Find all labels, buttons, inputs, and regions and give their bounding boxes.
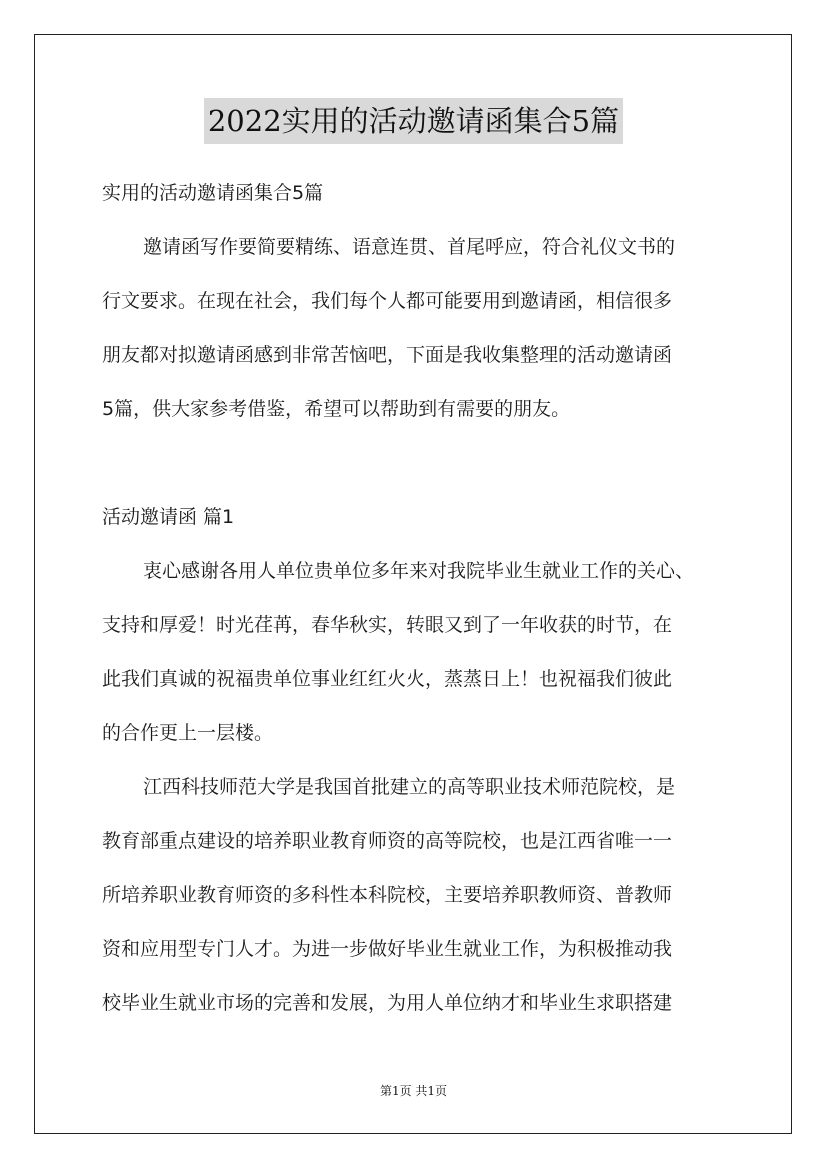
- title-container: [0, 98, 827, 144]
- intro-line: 邀请函写作要简要精练、语意连贯、首尾呼应，符合礼仪文书的: [143, 236, 676, 258]
- paragraph-line: 资和应用型专门人才。为进一步做好毕业生就业工作，为积极推动我: [102, 938, 673, 960]
- intro-line: 行文要求。在现在社会，我们每个人都可能要用到邀请函，相信很多: [102, 290, 673, 312]
- paragraph-line: 所培养职业教育师资的多科性本科院校，主要培养职教师资、普教师: [102, 884, 673, 906]
- paragraph-line: 衷心感谢各用人单位贵单位多年来对我院毕业生就业工作的关心、: [143, 560, 695, 582]
- intro-line: 朋友都对拟邀请函感到非常苦恼吧，下面是我收集整理的活动邀请函: [102, 344, 673, 366]
- paragraph-line: 江西科技师范大学是我国首批建立的高等职业技术师范院校，是: [143, 776, 676, 798]
- paragraph-line: 教育部重点建设的培养职业教育师资的高等院校，也是江西省唯一一: [102, 830, 673, 852]
- paragraph-line: 的合作更上一层楼。: [102, 722, 274, 744]
- paragraph-line: 此我们真诚的祝福贵单位事业红红火火，蒸蒸日上！也祝福我们彼此: [102, 668, 673, 690]
- document-title: 2022实用的活动邀请函集合5篇: [204, 98, 623, 144]
- section-heading: 活动邀请函 篇1: [102, 506, 235, 528]
- paragraph-line: 支持和厚爱！时光荏苒，春华秋实，转眼又到了一年收获的时节，在: [102, 614, 673, 636]
- paragraph-line: 校毕业生就业市场的完善和发展，为用人单位纳才和毕业生求职搭建: [102, 992, 673, 1014]
- document-subtitle: 实用的活动邀请函集合5篇: [102, 182, 324, 204]
- page-footer: 第1页 共1页: [379, 1084, 448, 1098]
- intro-line: 5篇，供大家参考借鉴，希望可以帮助到有需要的朋友。: [102, 398, 571, 420]
